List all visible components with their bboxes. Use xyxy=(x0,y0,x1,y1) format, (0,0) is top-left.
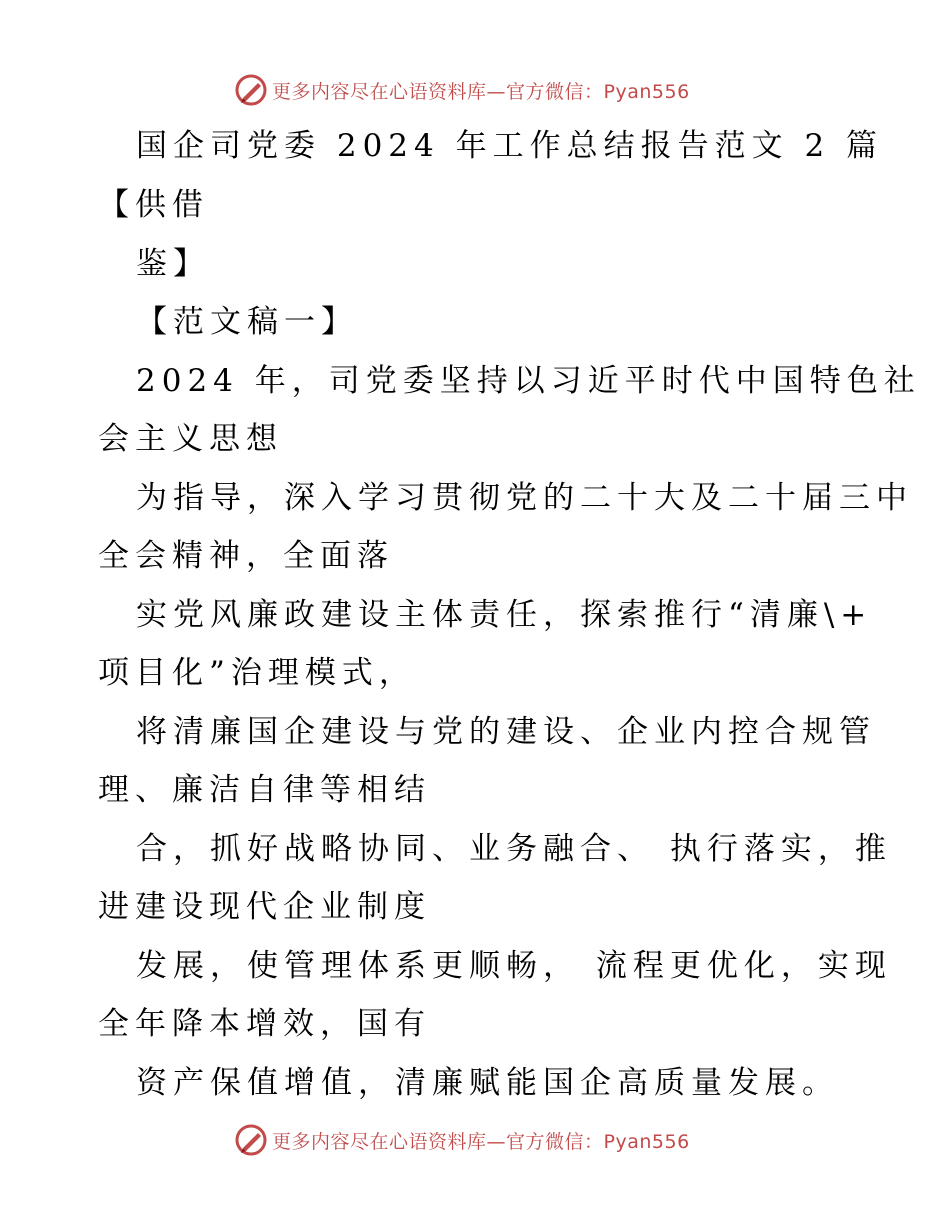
text-line: 发展，使管理体系更顺畅， 流程更优化，实现 xyxy=(136,948,892,984)
pen-logo-icon xyxy=(234,73,268,107)
text-line: 将清廉国企建设与党的建设、企业内控合规管 xyxy=(136,714,876,750)
watermark-banner-top xyxy=(234,70,690,110)
document-title: 国企司党委 2024 年工作总结报告范文 2 篇 xyxy=(136,128,884,164)
text-line: 理、廉洁自律等相结 xyxy=(98,772,431,808)
text-line: 实党风廉政建设主体责任，探索推行“清廉\+ xyxy=(136,597,873,633)
section-heading: 【范文稿一】 xyxy=(136,304,358,340)
watermark-text: 更多内容尽在心语资料库—官方微信：Pyan556 xyxy=(272,1130,690,1153)
text-line: 为指导，深入学习贯彻党的二十大及二十届三中 xyxy=(136,480,913,516)
text-line: 进建设现代企业制度 xyxy=(98,889,431,925)
text-line: 会主义思想 xyxy=(98,421,283,457)
watermark-text: 更多内容尽在心语资料库—官方微信：Pyan556 xyxy=(272,80,690,103)
text-line: 资产保值增值，清廉赋能国企高质量发展。 xyxy=(136,1065,839,1101)
text-line: 全年降本增效，国有 xyxy=(98,1006,431,1042)
text-line: 全会精神，全面落 xyxy=(98,538,394,574)
text-line: 项目化”治理模式， xyxy=(98,655,416,691)
watermark-banner-bottom xyxy=(234,1120,690,1160)
text-line: 【供借 xyxy=(98,187,209,223)
text-line: 鉴】 xyxy=(136,246,210,282)
text-line: 合，抓好战略协同、业务融合、 执行落实，推 xyxy=(136,831,892,867)
pen-logo-icon xyxy=(234,1123,268,1157)
text-line: 2024 年，司党委坚持以习近平时代中国特色社 xyxy=(136,363,921,399)
